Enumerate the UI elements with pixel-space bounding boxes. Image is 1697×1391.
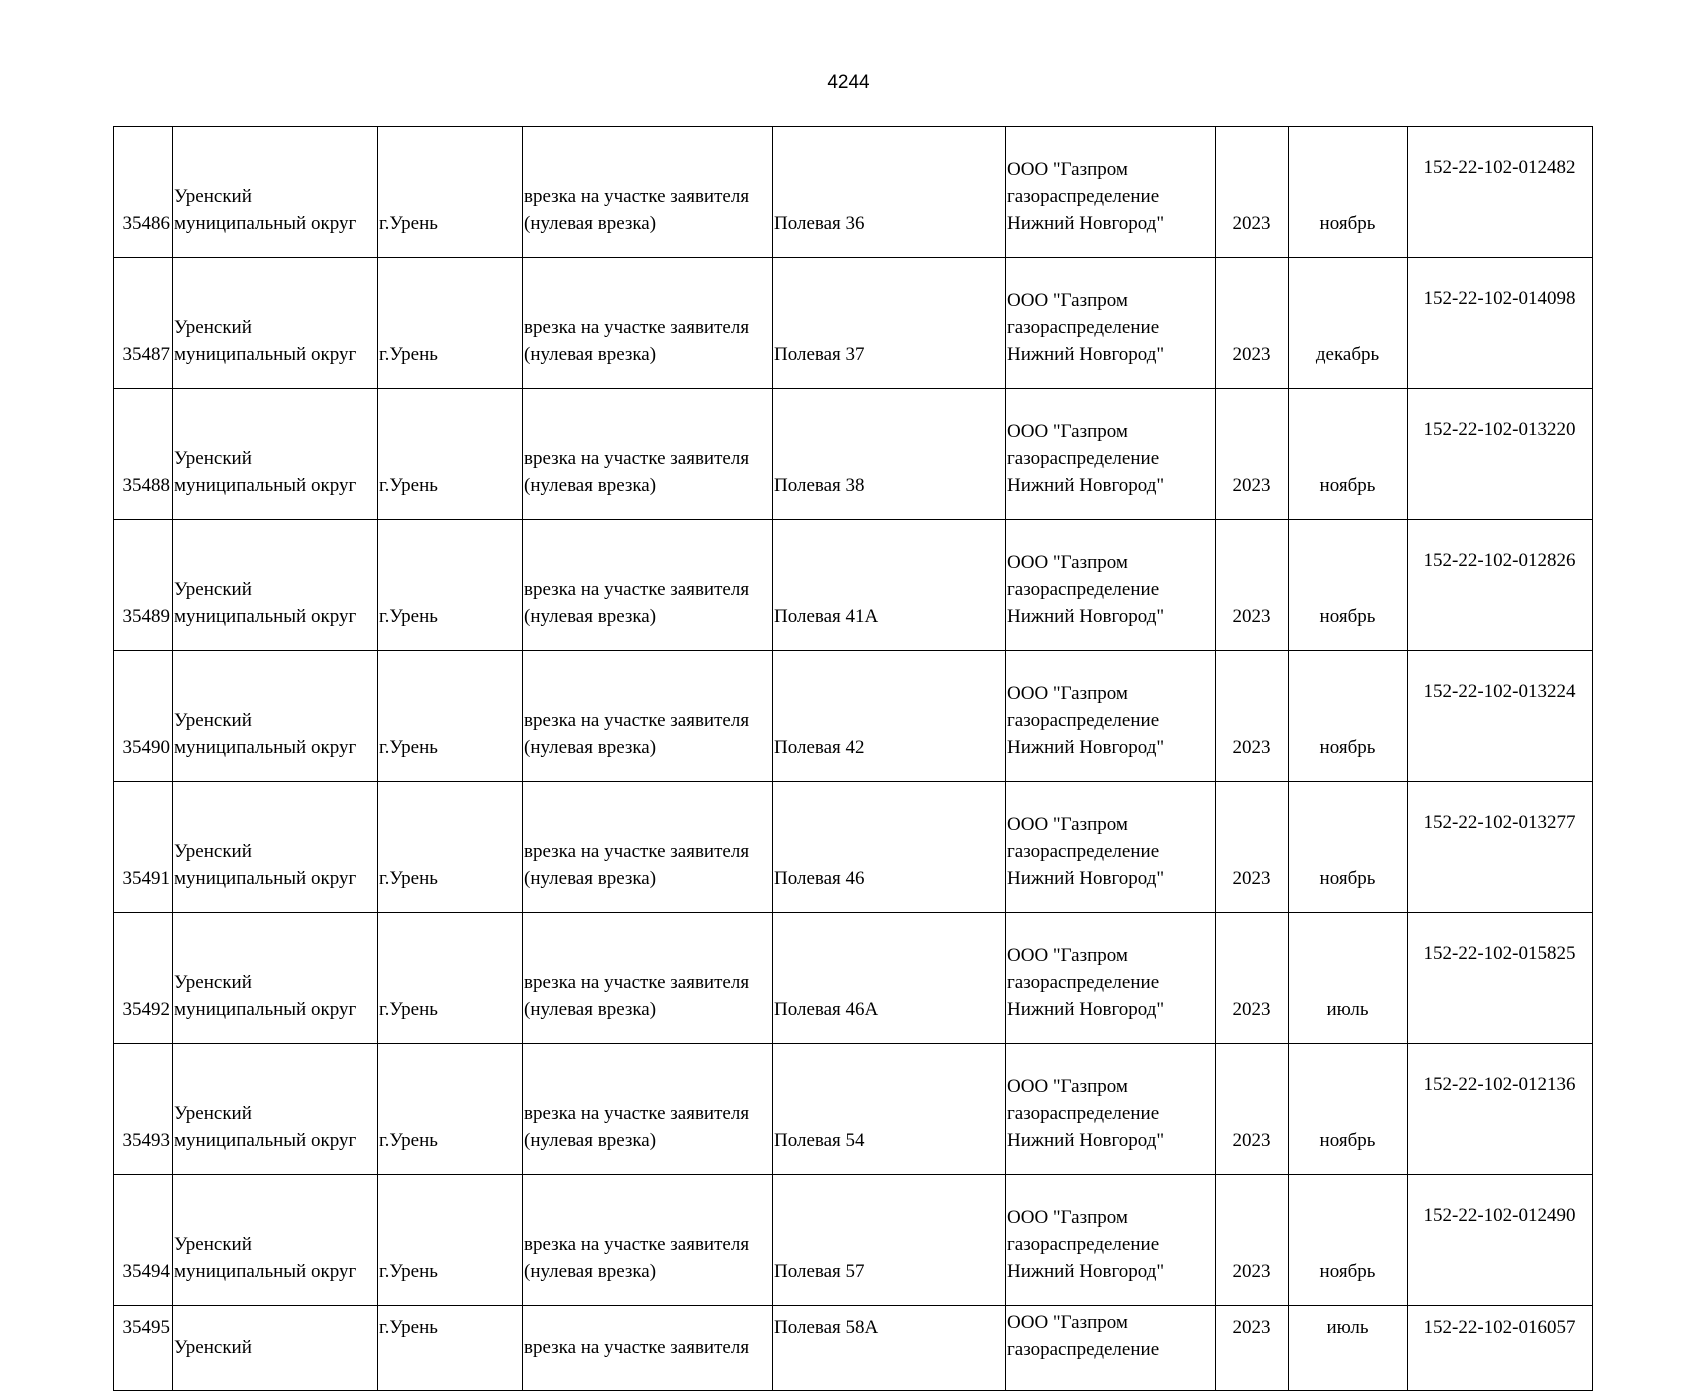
connection-type-line: врезка на участке заявителя bbox=[524, 317, 750, 338]
district-line: Уренский bbox=[174, 448, 252, 469]
row-number-cell: 35494 bbox=[114, 1175, 173, 1306]
connection-type-cell bbox=[523, 520, 773, 651]
organization-line: газораспределение bbox=[1007, 1234, 1160, 1255]
row-number-cell: 35492 bbox=[114, 913, 173, 1044]
connection-type-line: врезка на участке заявителя bbox=[524, 186, 750, 207]
page-number: 4244 bbox=[827, 72, 870, 93]
city-cell: г.Урень bbox=[378, 1044, 523, 1175]
organization-line: ООО "Газпром bbox=[1007, 683, 1128, 704]
connection-type-line: (нулевая врезка) bbox=[524, 1130, 657, 1151]
city-cell: г.Урень bbox=[378, 389, 523, 520]
organization-line: газораспределение bbox=[1007, 317, 1160, 338]
organization-cell bbox=[1006, 258, 1216, 389]
month-cell: июль bbox=[1289, 913, 1408, 1044]
registration-number-cell: 152-22-102-012490 bbox=[1408, 1175, 1593, 1306]
connection-type-cell bbox=[523, 782, 773, 913]
organization-line: ООО "Газпром bbox=[1007, 421, 1128, 442]
connection-type-cell bbox=[523, 389, 773, 520]
connection-type-line: врезка на участке заявителя bbox=[524, 1337, 750, 1358]
organization-cell bbox=[1006, 913, 1216, 1044]
year-cell: 2023 bbox=[1216, 913, 1289, 1044]
district-line: Уренский bbox=[174, 579, 252, 600]
organization-line: ООО "Газпром bbox=[1007, 1076, 1128, 1097]
year-cell: 2023 bbox=[1216, 1306, 1289, 1391]
connection-type-line: (нулевая врезка) bbox=[524, 1261, 657, 1282]
district-line: муниципальный округ bbox=[174, 999, 357, 1020]
organization-cell bbox=[1006, 1175, 1216, 1306]
district-line: Уренский bbox=[174, 1103, 252, 1124]
organization-line: Нижний Новгород" bbox=[1007, 868, 1165, 889]
connection-type-cell bbox=[523, 651, 773, 782]
organization-line: газораспределение bbox=[1007, 972, 1160, 993]
connection-type-line: (нулевая врезка) bbox=[524, 475, 657, 496]
organization-line: ООО "Газпром bbox=[1007, 1207, 1128, 1228]
connection-type-line: врезка на участке заявителя bbox=[524, 448, 750, 469]
registration-number-cell: 152-22-102-014098 bbox=[1408, 258, 1593, 389]
district-cell bbox=[173, 520, 378, 651]
row-number-cell: 35488 bbox=[114, 389, 173, 520]
city-cell: г.Урень bbox=[378, 258, 523, 389]
connection-type-cell bbox=[523, 913, 773, 1044]
connection-type-cell bbox=[523, 127, 773, 258]
table-row bbox=[114, 913, 1593, 1044]
address-cell: Полевая 41А bbox=[773, 520, 1006, 651]
table-row bbox=[114, 127, 1593, 258]
address-cell: Полевая 42 bbox=[773, 651, 1006, 782]
city-cell: г.Урень bbox=[378, 782, 523, 913]
registration-number-cell: 152-22-102-013277 bbox=[1408, 782, 1593, 913]
connection-type-line: (нулевая врезка) bbox=[524, 737, 657, 758]
connection-type-line: (нулевая врезка) bbox=[524, 213, 657, 234]
month-cell: декабрь bbox=[1289, 258, 1408, 389]
gasification-table bbox=[113, 126, 1593, 1391]
registration-number-cell: 152-22-102-012826 bbox=[1408, 520, 1593, 651]
address-cell: Полевая 46 bbox=[773, 782, 1006, 913]
city-cell: г.Урень bbox=[378, 651, 523, 782]
organization-line: ООО "Газпром bbox=[1007, 945, 1128, 966]
district-line: Уренский bbox=[174, 710, 252, 731]
year-cell: 2023 bbox=[1216, 389, 1289, 520]
organization-line: Нижний Новгород" bbox=[1007, 1261, 1165, 1282]
registration-number-cell: 152-22-102-013224 bbox=[1408, 651, 1593, 782]
district-cell bbox=[173, 258, 378, 389]
table-row bbox=[114, 782, 1593, 913]
district-line: муниципальный округ bbox=[174, 1130, 357, 1151]
organization-cell bbox=[1006, 389, 1216, 520]
organization-line: газораспределение bbox=[1007, 186, 1160, 207]
year-cell: 2023 bbox=[1216, 127, 1289, 258]
connection-type-line: врезка на участке заявителя bbox=[524, 1103, 750, 1124]
organization-line: Нижний Новгород" bbox=[1007, 1130, 1165, 1151]
connection-type-line: врезка на участке заявителя bbox=[524, 1234, 750, 1255]
table-row bbox=[114, 651, 1593, 782]
connection-type-line: (нулевая врезка) bbox=[524, 868, 657, 889]
district-line: муниципальный округ bbox=[174, 213, 357, 234]
table-row bbox=[114, 520, 1593, 651]
registration-number-cell: 152-22-102-015825 bbox=[1408, 913, 1593, 1044]
district-line: муниципальный округ bbox=[174, 868, 357, 889]
organization-line: газораспределение bbox=[1007, 1103, 1160, 1124]
table-row bbox=[114, 1044, 1593, 1175]
district-line: Уренский bbox=[174, 1337, 252, 1358]
connection-type-cell bbox=[523, 1306, 773, 1391]
city-cell: г.Урень bbox=[378, 1175, 523, 1306]
organization-line: ООО "Газпром bbox=[1007, 814, 1128, 835]
year-cell: 2023 bbox=[1216, 258, 1289, 389]
district-cell bbox=[173, 1306, 378, 1391]
district-line: Уренский bbox=[174, 841, 252, 862]
address-cell: Полевая 57 bbox=[773, 1175, 1006, 1306]
district-cell bbox=[173, 389, 378, 520]
city-cell: г.Урень bbox=[378, 520, 523, 651]
organization-line: газораспределение bbox=[1007, 579, 1160, 600]
month-cell: июль bbox=[1289, 1306, 1408, 1391]
organization-line: Нижний Новгород" bbox=[1007, 344, 1165, 365]
connection-type-line: врезка на участке заявителя bbox=[524, 972, 750, 993]
year-cell: 2023 bbox=[1216, 782, 1289, 913]
connection-type-line: (нулевая врезка) bbox=[524, 344, 657, 365]
month-cell: ноябрь bbox=[1289, 1175, 1408, 1306]
year-cell: 2023 bbox=[1216, 520, 1289, 651]
row-number-cell: 35489 bbox=[114, 520, 173, 651]
organization-line: газораспределение bbox=[1007, 448, 1160, 469]
row-number-cell: 35491 bbox=[114, 782, 173, 913]
organization-line: ООО "Газпром bbox=[1007, 290, 1128, 311]
table-row bbox=[114, 1175, 1593, 1306]
district-line: Уренский bbox=[174, 186, 252, 207]
month-cell: ноябрь bbox=[1289, 389, 1408, 520]
address-cell: Полевая 38 bbox=[773, 389, 1006, 520]
table-row bbox=[114, 389, 1593, 520]
organization-line: газораспределение bbox=[1007, 841, 1160, 862]
registration-number-cell: 152-22-102-013220 bbox=[1408, 389, 1593, 520]
month-cell: ноябрь bbox=[1289, 782, 1408, 913]
city-cell: г.Урень bbox=[378, 913, 523, 1044]
organization-line: ООО "Газпром bbox=[1007, 1312, 1128, 1333]
row-number-cell: 35487 bbox=[114, 258, 173, 389]
month-cell: ноябрь bbox=[1289, 520, 1408, 651]
connection-type-line: (нулевая врезка) bbox=[524, 606, 657, 627]
address-cell: Полевая 54 bbox=[773, 1044, 1006, 1175]
district-cell bbox=[173, 782, 378, 913]
table-body bbox=[114, 127, 1593, 1391]
district-cell bbox=[173, 1044, 378, 1175]
organization-cell bbox=[1006, 1044, 1216, 1175]
year-cell: 2023 bbox=[1216, 651, 1289, 782]
district-line: муниципальный округ bbox=[174, 1261, 357, 1282]
district-line: Уренский bbox=[174, 317, 252, 338]
address-cell: Полевая 37 bbox=[773, 258, 1006, 389]
organization-line: Нижний Новгород" bbox=[1007, 475, 1165, 496]
address-cell: Полевая 46А bbox=[773, 913, 1006, 1044]
year-cell: 2023 bbox=[1216, 1044, 1289, 1175]
organization-cell bbox=[1006, 651, 1216, 782]
month-cell: ноябрь bbox=[1289, 651, 1408, 782]
organization-cell bbox=[1006, 1306, 1216, 1391]
row-number-cell: 35486 bbox=[114, 127, 173, 258]
district-cell bbox=[173, 651, 378, 782]
district-cell bbox=[173, 1175, 378, 1306]
address-cell: Полевая 36 bbox=[773, 127, 1006, 258]
organization-cell bbox=[1006, 127, 1216, 258]
district-cell bbox=[173, 913, 378, 1044]
connection-type-cell bbox=[523, 258, 773, 389]
organization-cell bbox=[1006, 520, 1216, 651]
organization-line: Нижний Новгород" bbox=[1007, 737, 1165, 758]
organization-cell bbox=[1006, 782, 1216, 913]
connection-type-line: врезка на участке заявителя bbox=[524, 841, 750, 862]
organization-line: ООО "Газпром bbox=[1007, 552, 1128, 573]
table-row bbox=[114, 1306, 1593, 1391]
row-number-cell: 35490 bbox=[114, 651, 173, 782]
connection-type-line: (нулевая врезка) bbox=[524, 999, 657, 1020]
year-cell: 2023 bbox=[1216, 1175, 1289, 1306]
organization-line: Нижний Новгород" bbox=[1007, 606, 1165, 627]
district-line: муниципальный округ bbox=[174, 344, 357, 365]
organization-line: газораспределение bbox=[1007, 1339, 1160, 1360]
registration-number-cell: 152-22-102-016057 bbox=[1408, 1306, 1593, 1391]
organization-line: ООО "Газпром bbox=[1007, 159, 1128, 180]
district-line: муниципальный округ bbox=[174, 606, 357, 627]
connection-type-cell bbox=[523, 1044, 773, 1175]
row-number-cell: 35495 bbox=[114, 1306, 173, 1391]
registration-number-cell: 152-22-102-012136 bbox=[1408, 1044, 1593, 1175]
registration-number-cell: 152-22-102-012482 bbox=[1408, 127, 1593, 258]
organization-line: Нижний Новгород" bbox=[1007, 999, 1165, 1020]
district-line: муниципальный округ bbox=[174, 737, 357, 758]
connection-type-cell bbox=[523, 1175, 773, 1306]
organization-line: газораспределение bbox=[1007, 710, 1160, 731]
city-cell: г.Урень bbox=[378, 127, 523, 258]
address-cell: Полевая 58А bbox=[773, 1306, 1006, 1391]
district-line: Уренский bbox=[174, 972, 252, 993]
month-cell: ноябрь bbox=[1289, 1044, 1408, 1175]
organization-line: Нижний Новгород" bbox=[1007, 213, 1165, 234]
district-cell bbox=[173, 127, 378, 258]
district-line: муниципальный округ bbox=[174, 475, 357, 496]
row-number-cell: 35493 bbox=[114, 1044, 173, 1175]
connection-type-line: врезка на участке заявителя bbox=[524, 579, 750, 600]
connection-type-line: врезка на участке заявителя bbox=[524, 710, 750, 731]
district-line: Уренский bbox=[174, 1234, 252, 1255]
city-cell: г.Урень bbox=[378, 1306, 523, 1391]
month-cell: ноябрь bbox=[1289, 127, 1408, 258]
table-row bbox=[114, 258, 1593, 389]
